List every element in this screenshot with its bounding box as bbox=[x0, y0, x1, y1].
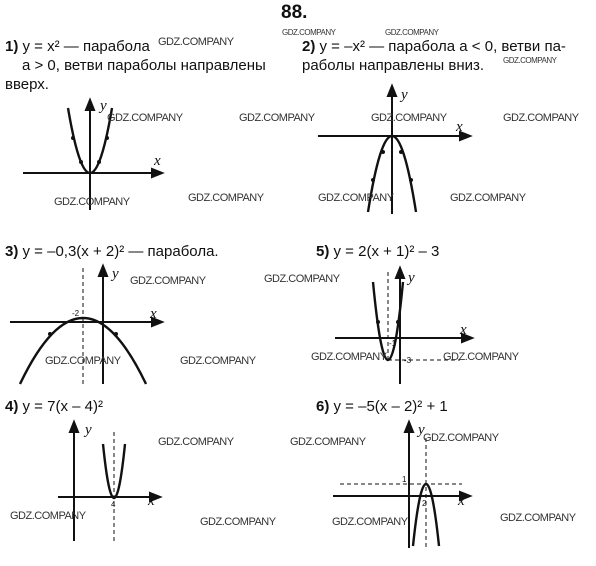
graph-4-tick: 4 bbox=[111, 500, 116, 509]
watermark: GDZ.COMPANY bbox=[158, 36, 234, 48]
watermark: GDZ.COMPANY bbox=[54, 196, 130, 208]
graph-5-y-label: y bbox=[408, 270, 415, 286]
graph-3-y-label: y bbox=[112, 266, 119, 282]
graph-1-point bbox=[97, 160, 101, 164]
graph-2-point bbox=[371, 178, 375, 182]
watermark: GDZ.COMPANY bbox=[385, 28, 439, 37]
watermark: GDZ.COMPANY bbox=[311, 351, 387, 363]
graph-6-x-label: x bbox=[458, 493, 465, 509]
graph-4-x-label: x bbox=[148, 493, 155, 509]
graph-5-point bbox=[376, 320, 380, 324]
watermark: GDZ.COMPANY bbox=[371, 112, 447, 124]
item-1-line2: a > 0, ветви параболы направлены bbox=[22, 57, 266, 74]
watermark: GDZ.COMPANY bbox=[264, 273, 340, 285]
graph-4-y-label: y bbox=[85, 422, 92, 438]
graph-4 bbox=[58, 422, 160, 541]
watermark: GDZ.COMPANY bbox=[10, 510, 86, 522]
graph-3-point bbox=[48, 332, 52, 336]
graph-1-y-label: y bbox=[100, 98, 107, 114]
graph-5-tick-x: -1 bbox=[389, 339, 397, 348]
watermark: GDZ.COMPANY bbox=[200, 516, 276, 528]
item-5-number: 5) bbox=[316, 243, 330, 260]
item-3-number: 3) bbox=[5, 243, 19, 260]
graph-1-point bbox=[71, 136, 75, 140]
graph-3-point bbox=[114, 332, 118, 336]
item-1-line3: вверх. bbox=[5, 76, 49, 93]
watermark: GDZ.COMPANY bbox=[423, 432, 499, 444]
watermark: GDZ.COMPANY bbox=[130, 275, 206, 287]
graph-6-tick-x: 2 bbox=[422, 499, 427, 508]
exercise-number: 88. bbox=[281, 2, 308, 23]
watermark: GDZ.COMPANY bbox=[503, 56, 557, 65]
item-6-number: 6) bbox=[316, 398, 330, 415]
watermark: GDZ.COMPANY bbox=[332, 516, 408, 528]
graph-2-x-label: x bbox=[456, 119, 463, 135]
item-4-formula: y = 7(x – 4)² bbox=[22, 398, 103, 415]
graph-6-tick-y: 1 bbox=[402, 475, 407, 484]
graph-2-point bbox=[399, 150, 403, 154]
watermark: GDZ.COMPANY bbox=[450, 192, 526, 204]
graph-1-point bbox=[79, 160, 83, 164]
graph-1-x-label: x bbox=[154, 153, 161, 169]
graph-5-tick-y: -3 bbox=[404, 356, 412, 365]
graph-1-point bbox=[105, 136, 109, 140]
watermark: GDZ.COMPANY bbox=[282, 28, 336, 37]
watermark: GDZ.COMPANY bbox=[107, 112, 183, 124]
item-2-number: 2) bbox=[302, 38, 316, 55]
item-3-formula: y = –0,3(x + 2)² — парабола. bbox=[22, 243, 219, 260]
item-6-formula: y = –5(x – 2)² + 1 bbox=[333, 398, 448, 415]
watermark: GDZ.COMPANY bbox=[290, 436, 366, 448]
watermark: GDZ.COMPANY bbox=[180, 355, 256, 367]
item-5-formula: y = 2(x + 1)² – 3 bbox=[333, 243, 440, 260]
item-1-formula: y = x² — парабола bbox=[22, 38, 150, 55]
watermark: GDZ.COMPANY bbox=[503, 112, 579, 124]
item-4-number: 4) bbox=[5, 398, 19, 415]
item-2-line2: раболы направлены вниз. bbox=[302, 57, 485, 74]
watermark: GDZ.COMPANY bbox=[188, 192, 264, 204]
graph-2-point bbox=[381, 150, 385, 154]
watermark: GDZ.COMPANY bbox=[45, 355, 121, 367]
watermark: GDZ.COMPANY bbox=[158, 436, 234, 448]
graph-2-point bbox=[409, 178, 413, 182]
graph-3-x-label: x bbox=[150, 306, 157, 322]
item-2-formula: y = –x² — парабола a < 0, ветви па- bbox=[319, 38, 566, 55]
graph-5-point bbox=[396, 320, 400, 324]
graph-2-y-label: y bbox=[401, 87, 408, 103]
graph-6-y-label: y bbox=[418, 422, 425, 438]
watermark: GDZ.COMPANY bbox=[500, 512, 576, 524]
watermark: GDZ.COMPANY bbox=[443, 351, 519, 363]
item-1-number: 1) bbox=[5, 38, 19, 55]
graph-5 bbox=[335, 268, 472, 384]
graph-5-x-label: x bbox=[460, 322, 467, 338]
watermark: GDZ.COMPANY bbox=[318, 192, 394, 204]
watermark: GDZ.COMPANY bbox=[239, 112, 315, 124]
graph-3-tick: -2 bbox=[72, 309, 80, 318]
